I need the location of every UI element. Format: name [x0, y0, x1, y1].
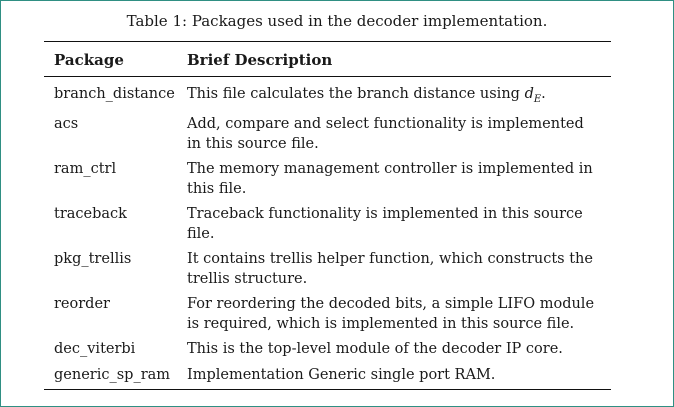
table-row [44, 160, 611, 205]
header-package: Package [54, 51, 124, 69]
package-name: reorder [54, 296, 110, 313]
math-subscript: E [533, 93, 542, 105]
package-name: ram_ctrl [54, 161, 117, 178]
package-description: The memory management controller is implemented in this file. [187, 161, 593, 197]
package-name: dec_viterbi [54, 341, 136, 358]
package-name: acs [54, 116, 79, 133]
table-header-row [44, 42, 611, 77]
table-row [44, 250, 611, 295]
table-row [44, 366, 611, 390]
package-name: pkg_trellis [54, 251, 132, 268]
table-row [44, 205, 611, 250]
package-name: branch_distance [54, 86, 175, 102]
table-row [44, 115, 611, 160]
description-tail: . [541, 86, 546, 102]
package-name: generic_sp_ram [54, 366, 171, 383]
table-row [44, 340, 611, 366]
package-description: This is the top-level module of the decoder IP core. [187, 341, 563, 358]
packages-table [44, 41, 611, 390]
table-row [44, 77, 611, 116]
table-row [44, 295, 611, 340]
packages-table-container [44, 41, 611, 390]
package-description: Add, compare and select functionality is implemented in this source file. [187, 116, 584, 152]
math-symbol: d [524, 86, 534, 102]
package-description [187, 77, 611, 116]
description-text: This file calculates the branch distance using [187, 86, 525, 102]
header-description: Brief Description [187, 51, 333, 69]
package-description: Traceback functionality is implemented in this source file. [187, 206, 583, 242]
package-description: For reordering the decoded bits, a simple LIFO module is required, which is implemented in this source file. [187, 296, 595, 332]
table-caption: Table 1: Packages used in the decoder implementation. [126, 12, 548, 30]
package-description: It contains trellis helper function, which constructs the trellis structure. [187, 251, 593, 287]
package-name: traceback [54, 206, 127, 223]
package-description: Implementation Generic single port RAM. [187, 366, 496, 383]
